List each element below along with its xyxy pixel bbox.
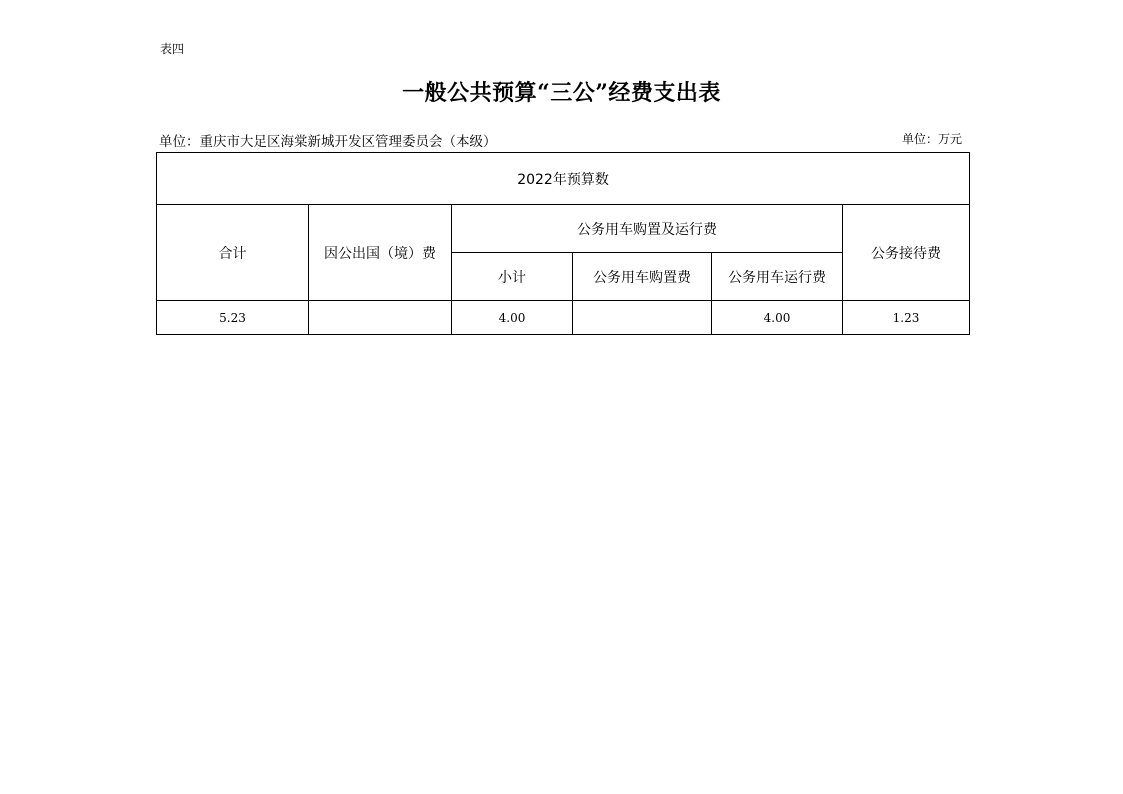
unit-currency: 单位：万元 bbox=[902, 132, 963, 146]
table-row bbox=[157, 301, 970, 335]
header-subtotal: 小计 bbox=[452, 253, 573, 301]
cell-subtotal: 4.00 bbox=[452, 301, 573, 335]
table-header-row bbox=[157, 205, 970, 253]
budget-table bbox=[156, 152, 970, 335]
cell-vehicle-purchase bbox=[573, 301, 712, 335]
header-vehicle-purchase: 公务用车购置费 bbox=[573, 253, 712, 301]
cell-reception: 1.23 bbox=[843, 301, 970, 335]
document-title: 一般公共预算“三公”经费支出表 bbox=[402, 80, 721, 106]
header-vehicle-operation: 公务用车运行费 bbox=[712, 253, 843, 301]
unit-organization: 单位：重庆市大足区海棠新城开发区管理委员会（本级） bbox=[159, 134, 497, 150]
form-number: 表四 bbox=[160, 42, 185, 56]
table-year-row bbox=[157, 153, 970, 205]
cell-abroad bbox=[309, 301, 452, 335]
cell-vehicle-operation: 4.00 bbox=[712, 301, 843, 335]
year-header: 2022年预算数 bbox=[157, 153, 970, 205]
header-total: 合计 bbox=[157, 205, 309, 301]
header-vehicle-group: 公务用车购置及运行费 bbox=[452, 205, 843, 253]
header-reception: 公务接待费 bbox=[843, 205, 970, 301]
header-abroad: 因公出国（境）费 bbox=[309, 205, 452, 301]
cell-total: 5.23 bbox=[157, 301, 309, 335]
